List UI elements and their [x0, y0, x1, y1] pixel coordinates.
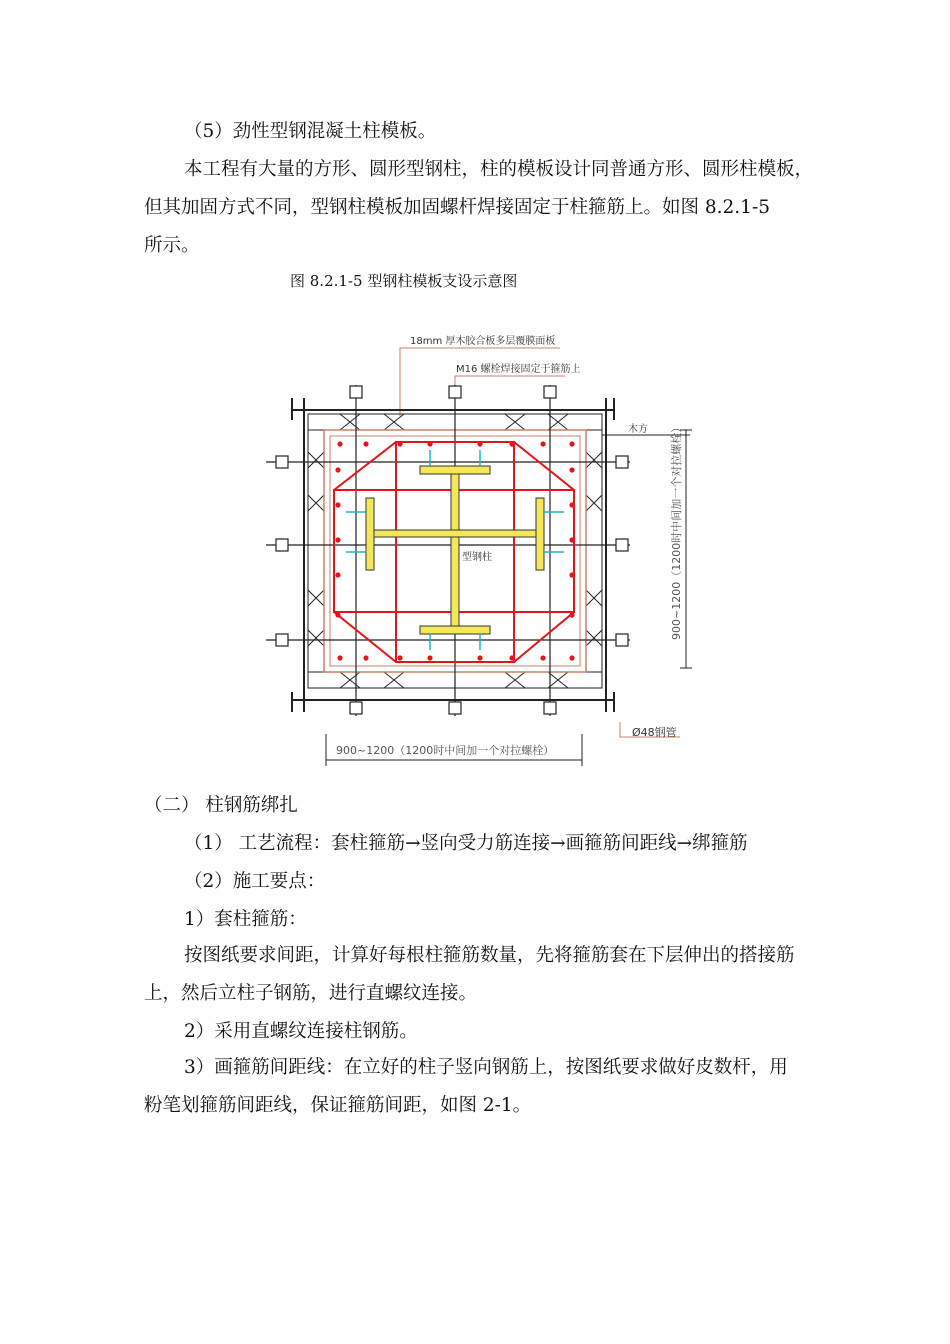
step-2: （2）施工要点： — [184, 871, 326, 892]
paragraph-line: 本工程有大量的方形、圆形型钢柱，柱的模板设计同普通方形、圆形柱模板， — [184, 159, 814, 180]
item-3: 3）画箍筋间距线：在立好的柱子竖向钢筋上，按图纸要求做好皮数杆，用 — [184, 1057, 788, 1078]
item-1: 1）套柱箍筋： — [184, 909, 307, 930]
item-1-text: 上，然后立柱子钢筋，进行直螺纹连接。 — [144, 983, 478, 1004]
section-5-title: （5）劲性型钢混凝土柱模板。 — [184, 121, 437, 142]
bottom-dimension-label: 900~1200（1200时中间加一个对拉螺栓） — [336, 744, 555, 757]
step-1: （1） 工艺流程：套柱箍筋→竖向受力筋连接→画箍筋间距线→绑箍筋 — [184, 833, 748, 854]
item-1-text: 按图纸要求间距，计算好每根柱箍筋数量，先将箍筋套在下层伸出的搭接筋 — [184, 945, 795, 966]
timber-label: 木方 — [628, 424, 648, 435]
figure-caption: 图 8.2.1-5 型钢柱模板支设示意图 — [290, 272, 518, 290]
bolt-label: M16 螺栓焊接固定于箍筋上 — [456, 364, 581, 375]
steel-section — [366, 466, 544, 634]
paragraph-line: 但其加固方式不同，型钢柱模板加固螺杆焊接固定于柱箍筋上。如图 8.2.1-5 — [144, 197, 770, 218]
item-2: 2）采用直螺纹连接柱钢筋。 — [184, 1021, 418, 1042]
plywood-label: 18mm 厚木胶合板多层覆膜面板 — [410, 336, 556, 347]
section-2-title: （二） 柱钢筋绑扎 — [144, 795, 298, 816]
paragraph-line: 所示。 — [144, 235, 200, 256]
pipe-label: Ø48钢管 — [632, 726, 677, 739]
right-dimension-label: 900~1200（1200时中间加一个对拉螺栓） — [670, 421, 683, 640]
item-3: 粉笔划箍筋间距线，保证箍筋间距，如图 2-1。 — [144, 1095, 532, 1116]
steel-section-label: 型钢柱 — [462, 552, 492, 563]
